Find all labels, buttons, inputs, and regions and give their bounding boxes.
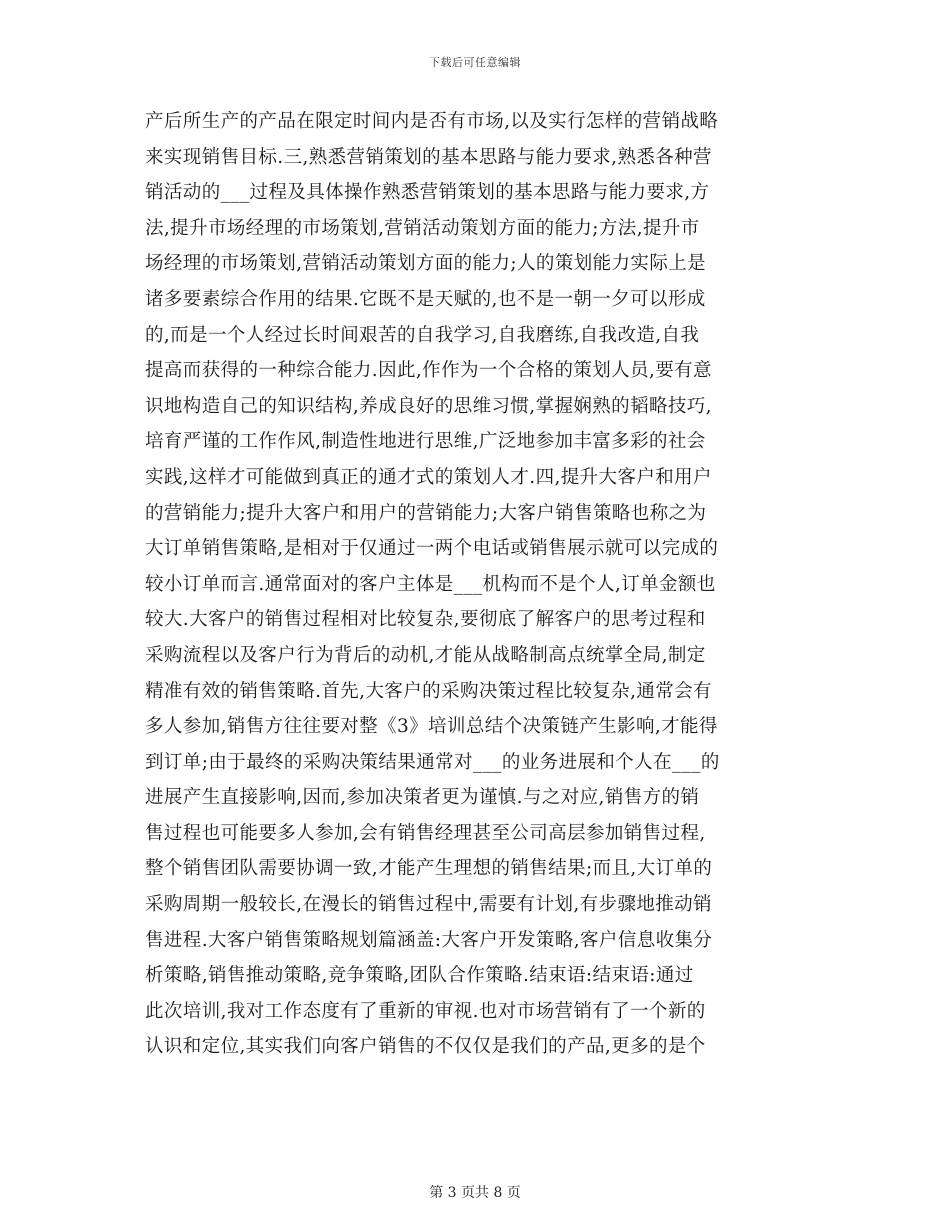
- text-line: 产后所生产的产品在限定时间内是否有市场,以及实行怎样的营销战略: [145, 111, 719, 132]
- text-line: 认识和定位,其实我们向客户销售的不仅仅是我们的产品,更多的是个: [145, 1036, 706, 1058]
- text-line: 销活动的___过程及具体操作熟悉营销策划的基本思路与能力要求,方: [145, 182, 710, 204]
- text-line: 的,而是一个人经过长时间艰苦的自我学习,自我磨练,自我改造,自我: [145, 324, 700, 346]
- page-header: 下载后可任意编辑: [429, 56, 521, 69]
- page-number-footer: 第 3 页共 8 页: [429, 1185, 521, 1201]
- text-line: 此次培训,我对工作态度有了重新的审视.也对市场营销有了一个新的: [145, 1000, 706, 1022]
- text-line: 售过程也可能要多人参加,会有销售经理甚至公司高层参加销售过程,: [145, 822, 706, 844]
- text-line: 整个销售团队需要协调一致,才能产生理想的销售结果;而且,大订单的: [145, 858, 713, 880]
- text-line: 采购流程以及客户行为背后的动机,才能从战略制高点统掌全局,制定: [145, 644, 706, 666]
- text-line: 售进程.大客户销售策略规划篇涵盖:大客户开发策略,客户信息收集分: [145, 929, 713, 951]
- document-body: [145, 104, 810, 1065]
- text-line: 较大.大客户的销售过程相对比较复杂,要彻底了解客户的思考过程和: [145, 609, 706, 631]
- text-line: 提高而获得的一种综合能力.因此,作作为一个合格的策划人员,要有意: [145, 360, 712, 382]
- text-line: 精准有效的销售策略.首先,大客户的采购决策过程比较复杂,通常会有: [145, 680, 712, 702]
- text-line: 来实现销售目标.三,熟悉营销策划的基本思路与能力要求,熟悉各种营: [145, 146, 712, 168]
- text-line: 诸多要素综合作用的结果.它既不是天赋的,也不是一朝一夕可以形成: [145, 288, 706, 310]
- text-line: 到订单;由于最终的采购决策结果通常对___的业务进展和个人在___的: [145, 751, 720, 773]
- text-line: 多人参加,销售方往往要对整《3》培训总结个决策链产生影响,才能得: [145, 716, 718, 738]
- text-line: 较小订单而言.通常面对的客户主体是___机构而不是个人,订单金额也: [145, 573, 716, 595]
- text-line: 实践,这样才可能做到真正的通才式的策划人才.四,提升大客户和用户: [145, 466, 712, 488]
- text-line: 培育严谨的工作作风,制造性地进行思维,广泛地参加丰富多彩的社会: [145, 431, 706, 453]
- text-line: 采购周期一般较长,在漫长的销售过程中,需要有计划,有步骤地推动销: [145, 894, 712, 916]
- text-line: 的营销能力;提升大客户和用户的营销能力;大客户销售策略也称之为: [145, 502, 707, 524]
- text-line: 法,提升市场经理的市场策划,营销活动策划方面的能力;方法,提升市: [145, 217, 700, 239]
- text-line: 大订单销售策略,是相对于仅通过一两个电话或销售展示就可以完成的: [145, 538, 719, 560]
- text-line: 场经理的市场策划,营销活动策划方面的能力;人的策划能力实际上是: [145, 253, 707, 275]
- text-line: 识地构造自己的知识结构,养成良好的思维习惯,掌握娴熟的韬略技巧,: [145, 395, 712, 417]
- text-line: 析策略,销售推动策略,竞争策略,团队合作策略.结束语:结束语:通过: [145, 965, 694, 987]
- text-line: 进展产生直接影响,因而,参加决策者更为谨慎.与之对应,销售方的销: [145, 787, 700, 809]
